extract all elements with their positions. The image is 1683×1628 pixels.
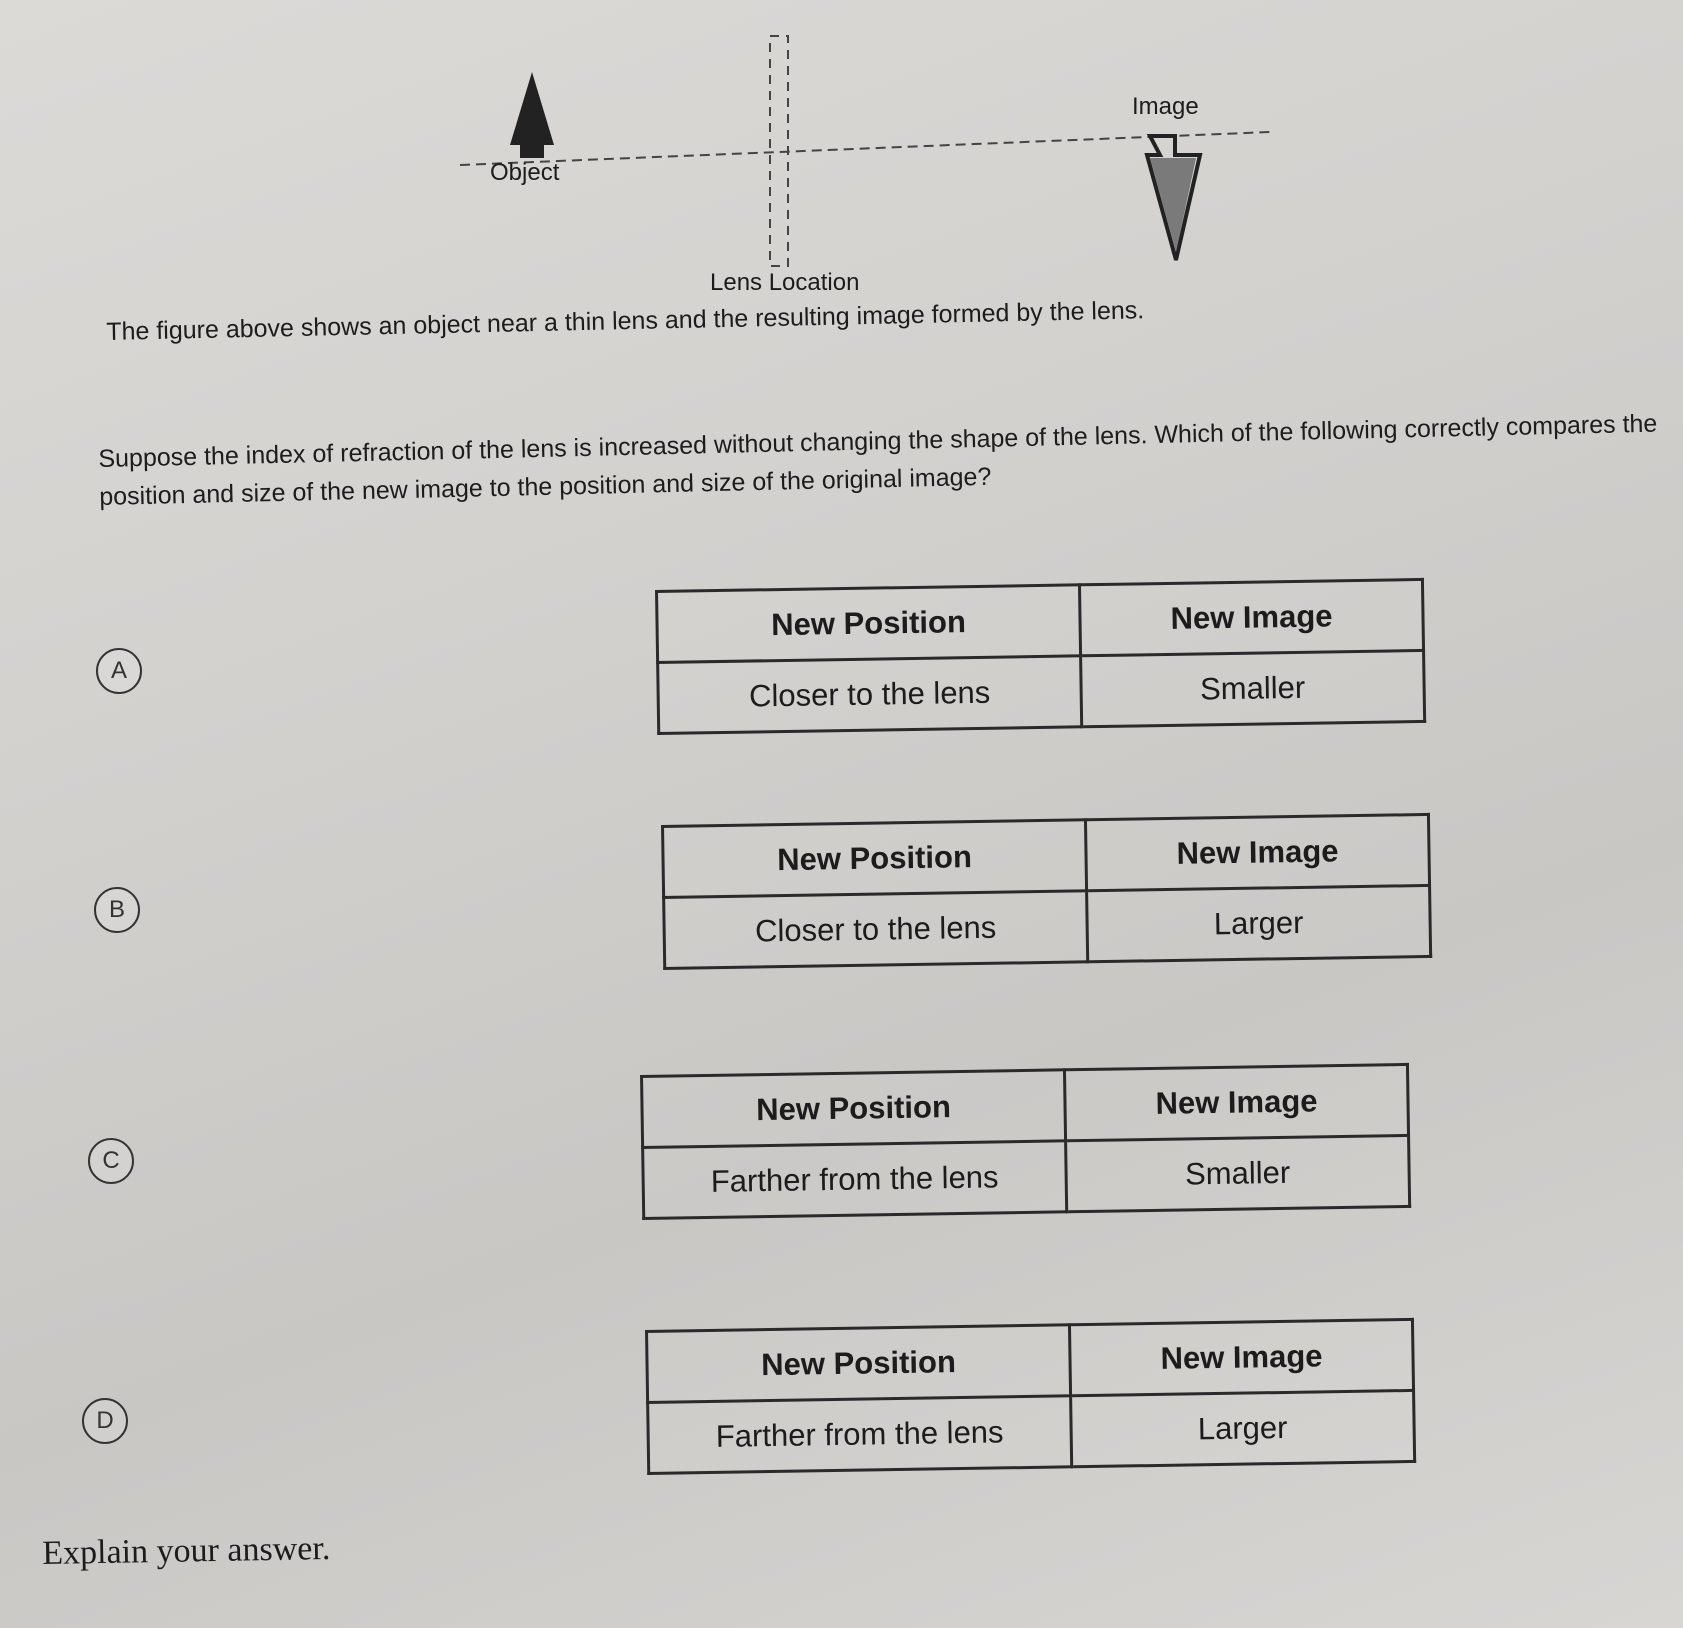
option-b-table[interactable]: [661, 813, 1432, 970]
figure-caption: The figure above shows an object near a thin lens and the resulting image formed by the lens.: [106, 296, 1145, 346]
option-d-image-header: New Image: [1069, 1319, 1413, 1395]
option-b-position-header: New Position: [663, 820, 1087, 898]
object-arrow-shaft: [520, 143, 544, 158]
option-b-image: Larger: [1087, 885, 1431, 961]
option-a-image-header: New Image: [1079, 579, 1423, 655]
option-a-position-header: New Position: [657, 585, 1081, 663]
option-c-image-header: New Image: [1064, 1064, 1408, 1140]
option-d-table[interactable]: [645, 1318, 1416, 1475]
option-a-position: Closer to the lens: [658, 656, 1082, 734]
option-d-letter[interactable]: D: [82, 1398, 128, 1444]
lens-location-label: Lens Location: [710, 269, 860, 296]
option-a-table[interactable]: [655, 578, 1426, 735]
option-c-table[interactable]: [640, 1063, 1411, 1220]
option-d-position: Farther from the lens: [648, 1396, 1072, 1474]
lens-diagram: [420, 20, 1280, 310]
option-a-letter[interactable]: A: [96, 648, 142, 694]
lens-figure: [420, 20, 1280, 310]
option-c-letter[interactable]: C: [88, 1138, 134, 1184]
option-c-position-header: New Position: [642, 1070, 1066, 1148]
object-arrowhead: [510, 72, 554, 145]
image-label: Image: [1132, 93, 1199, 120]
object-label: Object: [490, 159, 560, 186]
question-text: Suppose the index of refraction of the lens is increased without changing the shape of the lens. Which of the following correctly compares the position and size of the new image to the position and size of the original image?: [98, 409, 1658, 511]
explain-prompt: Explain your answer.: [42, 1529, 331, 1572]
option-b-position: Closer to the lens: [664, 891, 1088, 969]
option-a-image: Smaller: [1081, 650, 1425, 726]
option-b-letter[interactable]: B: [94, 887, 140, 933]
option-c-position: Farther from the lens: [643, 1141, 1067, 1219]
option-c-image: Smaller: [1066, 1135, 1410, 1211]
option-b-image-header: New Image: [1085, 814, 1429, 890]
option-d-image: Larger: [1071, 1390, 1415, 1466]
option-d-position-header: New Position: [647, 1325, 1071, 1403]
